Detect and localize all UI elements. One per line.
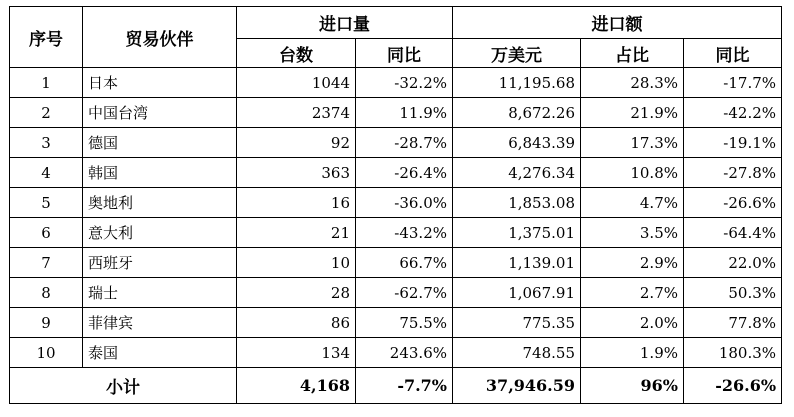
cell-partner: 韩国 <box>83 158 237 188</box>
cell-units: 21 <box>237 218 356 248</box>
cell-units-yoy: -62.7% <box>356 278 453 308</box>
cell-share: 2.7% <box>581 278 684 308</box>
cell-units: 134 <box>237 338 356 368</box>
cell-share: 4.7% <box>581 188 684 218</box>
cell-no: 1 <box>10 68 83 98</box>
cell-no: 8 <box>10 278 83 308</box>
cell-partner: 瑞士 <box>83 278 237 308</box>
cell-partner: 奥地利 <box>83 188 237 218</box>
header-partner: 贸易伙伴 <box>83 7 237 68</box>
table-row <box>10 308 782 338</box>
cell-value-yoy: -26.6% <box>684 188 782 218</box>
subtotal-row <box>10 368 782 404</box>
cell-units-yoy: -36.0% <box>356 188 453 218</box>
cell-units: 92 <box>237 128 356 158</box>
import-partners-table <box>9 6 782 404</box>
cell-share: 28.3% <box>581 68 684 98</box>
cell-no: 5 <box>10 188 83 218</box>
header-import-value: 进口额 <box>453 7 782 39</box>
cell-share: 1.9% <box>581 338 684 368</box>
cell-no: 4 <box>10 158 83 188</box>
cell-no: 7 <box>10 248 83 278</box>
header-usd: 万美元 <box>453 39 581 68</box>
cell-usd: 8,672.26 <box>453 98 581 128</box>
cell-partner: 德国 <box>83 128 237 158</box>
cell-value-yoy: -19.1% <box>684 128 782 158</box>
cell-units-yoy: 243.6% <box>356 338 453 368</box>
table-row <box>10 278 782 308</box>
header-share: 占比 <box>581 39 684 68</box>
table-row <box>10 68 782 98</box>
subtotal-value-yoy: -26.6% <box>684 368 782 404</box>
cell-units-yoy: 66.7% <box>356 248 453 278</box>
cell-value-yoy: 22.0% <box>684 248 782 278</box>
subtotal-usd: 37,946.59 <box>453 368 581 404</box>
cell-usd: 1,139.01 <box>453 248 581 278</box>
cell-value-yoy: 77.8% <box>684 308 782 338</box>
table-row <box>10 158 782 188</box>
cell-units: 2374 <box>237 98 356 128</box>
cell-units-yoy: -43.2% <box>356 218 453 248</box>
subtotal-label: 小计 <box>10 368 237 404</box>
cell-value-yoy: -42.2% <box>684 98 782 128</box>
cell-value-yoy: -27.8% <box>684 158 782 188</box>
table-row <box>10 218 782 248</box>
cell-value-yoy: 50.3% <box>684 278 782 308</box>
cell-usd: 4,276.34 <box>453 158 581 188</box>
cell-partner: 泰国 <box>83 338 237 368</box>
cell-no: 9 <box>10 308 83 338</box>
cell-no: 6 <box>10 218 83 248</box>
cell-partner: 日本 <box>83 68 237 98</box>
cell-units-yoy: 75.5% <box>356 308 453 338</box>
cell-no: 2 <box>10 98 83 128</box>
cell-units: 86 <box>237 308 356 338</box>
cell-no: 10 <box>10 338 83 368</box>
cell-value-yoy: 180.3% <box>684 338 782 368</box>
header-row-top <box>10 7 782 39</box>
cell-units-yoy: -32.2% <box>356 68 453 98</box>
cell-usd: 1,853.08 <box>453 188 581 218</box>
cell-no: 3 <box>10 128 83 158</box>
cell-partner: 菲律宾 <box>83 308 237 338</box>
cell-units: 10 <box>237 248 356 278</box>
table-row <box>10 128 782 158</box>
cell-usd: 1,067.91 <box>453 278 581 308</box>
cell-usd: 11,195.68 <box>453 68 581 98</box>
header-seq: 序号 <box>10 7 83 68</box>
cell-partner: 中国台湾 <box>83 98 237 128</box>
cell-share: 3.5% <box>581 218 684 248</box>
table-row <box>10 338 782 368</box>
cell-share: 10.8% <box>581 158 684 188</box>
cell-partner: 意大利 <box>83 218 237 248</box>
cell-share: 17.3% <box>581 128 684 158</box>
header-value-yoy: 同比 <box>684 39 782 68</box>
cell-usd: 748.55 <box>453 338 581 368</box>
subtotal-share: 96% <box>581 368 684 404</box>
cell-partner: 西班牙 <box>83 248 237 278</box>
subtotal-units: 4,168 <box>237 368 356 404</box>
table-row <box>10 188 782 218</box>
cell-units: 1044 <box>237 68 356 98</box>
table-row <box>10 248 782 278</box>
cell-value-yoy: -17.7% <box>684 68 782 98</box>
cell-share: 2.9% <box>581 248 684 278</box>
table-row <box>10 98 782 128</box>
cell-usd: 1,375.01 <box>453 218 581 248</box>
cell-units: 28 <box>237 278 356 308</box>
cell-units: 363 <box>237 158 356 188</box>
cell-share: 21.9% <box>581 98 684 128</box>
header-import-volume: 进口量 <box>237 7 453 39</box>
cell-usd: 6,843.39 <box>453 128 581 158</box>
cell-units-yoy: -28.7% <box>356 128 453 158</box>
header-units: 台数 <box>237 39 356 68</box>
cell-usd: 775.35 <box>453 308 581 338</box>
header-units-yoy: 同比 <box>356 39 453 68</box>
subtotal-units-yoy: -7.7% <box>356 368 453 404</box>
cell-share: 2.0% <box>581 308 684 338</box>
cell-units-yoy: -26.4% <box>356 158 453 188</box>
cell-units-yoy: 11.9% <box>356 98 453 128</box>
cell-units: 16 <box>237 188 356 218</box>
cell-value-yoy: -64.4% <box>684 218 782 248</box>
